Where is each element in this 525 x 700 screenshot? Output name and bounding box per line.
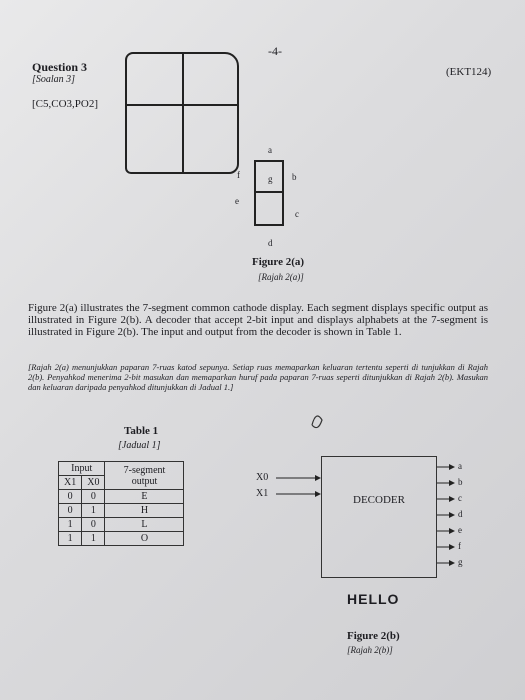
output-e-label: e bbox=[458, 525, 462, 535]
cell-x1: 1 bbox=[59, 518, 82, 532]
output-c-label: c bbox=[458, 493, 462, 503]
cell-output: O bbox=[105, 532, 184, 546]
handwritten-hello: HELLO bbox=[347, 591, 400, 607]
segment-e-label: e bbox=[235, 196, 239, 206]
output-f-label: f bbox=[458, 541, 461, 551]
figure-2a-caption: Figure 2(a) bbox=[252, 256, 305, 268]
header-x1: X1 bbox=[59, 476, 82, 490]
figure-2a-caption-ms: [Rajah 2(a)] bbox=[258, 272, 304, 282]
header-input: Input bbox=[59, 462, 105, 476]
cell-output: E bbox=[105, 490, 184, 504]
table-1-title-ms: [Jadual 1] bbox=[118, 440, 161, 451]
output-g-label: g bbox=[458, 557, 463, 567]
course-code: (EKT124) bbox=[446, 66, 492, 78]
cell-output: H bbox=[105, 504, 184, 518]
sketch-segment bbox=[312, 416, 322, 428]
figure-2b-caption: Figure 2(b) bbox=[347, 630, 400, 642]
input-x1-label: X1 bbox=[256, 488, 269, 499]
cell-x1: 0 bbox=[59, 504, 82, 518]
cell-output: L bbox=[105, 518, 184, 532]
question-paragraph: Figure 2(a) illustrates the 7-segment common cathode display. Each segment displays specific output as illustrated in Figure 2(b). A decoder that accept 2-bit input and displays alphabets at the 7-segment is illustrated in Figure 2(b). The input and output from the decoder is shown in Table 1. bbox=[28, 302, 488, 338]
cell-x1: 0 bbox=[59, 490, 82, 504]
segment-c-label: c bbox=[295, 209, 299, 219]
output-a-label: a bbox=[458, 461, 462, 471]
decoder-block bbox=[321, 456, 437, 578]
cell-x0: 1 bbox=[82, 532, 105, 546]
segment-d-label: d bbox=[268, 238, 273, 248]
table-1-title: Table 1 bbox=[124, 425, 159, 437]
segment-a-label: a bbox=[268, 145, 272, 155]
cell-x0: 1 bbox=[82, 504, 105, 518]
output-b-label: b bbox=[458, 477, 463, 487]
header-output: 7-segment output bbox=[105, 462, 184, 490]
segment-g-label: g bbox=[268, 174, 273, 184]
output-d-label: d bbox=[458, 509, 463, 519]
segment-f-label: f bbox=[237, 170, 240, 180]
question-title: Question 3 bbox=[32, 60, 88, 74]
question-paragraph-ms: [Rajah 2(a) menunjukkan paparan 7-ruas katod sepunya. Setiap ruas memaparkan keluaran tertentu seperti di tunjukkan di Rajah 2(b). Penyahkod menerima 2-bit masukan dan memaparkan huruf pada paparan 7-ruas seperti ditunjukkan di Rajah 2(b). Masukan dan keluaran daripada penyahkod ditunjukkan di Jadual 1.] bbox=[28, 362, 488, 392]
decoder-label: DECODER bbox=[353, 494, 405, 506]
input-x0-label: X0 bbox=[256, 472, 269, 483]
cell-x1: 1 bbox=[59, 532, 82, 546]
header-x0: X0 bbox=[82, 476, 105, 490]
co-po-tag: [C5,CO3,PO2] bbox=[32, 98, 99, 110]
page-number: -4- bbox=[268, 44, 282, 58]
cell-x0: 0 bbox=[82, 490, 105, 504]
figure-2b-caption-ms: [Rajah 2(b)] bbox=[347, 645, 393, 655]
question-title-ms: [Soalan 3] bbox=[32, 74, 76, 85]
segment-b-label: b bbox=[292, 172, 297, 182]
cell-x0: 0 bbox=[82, 518, 105, 532]
